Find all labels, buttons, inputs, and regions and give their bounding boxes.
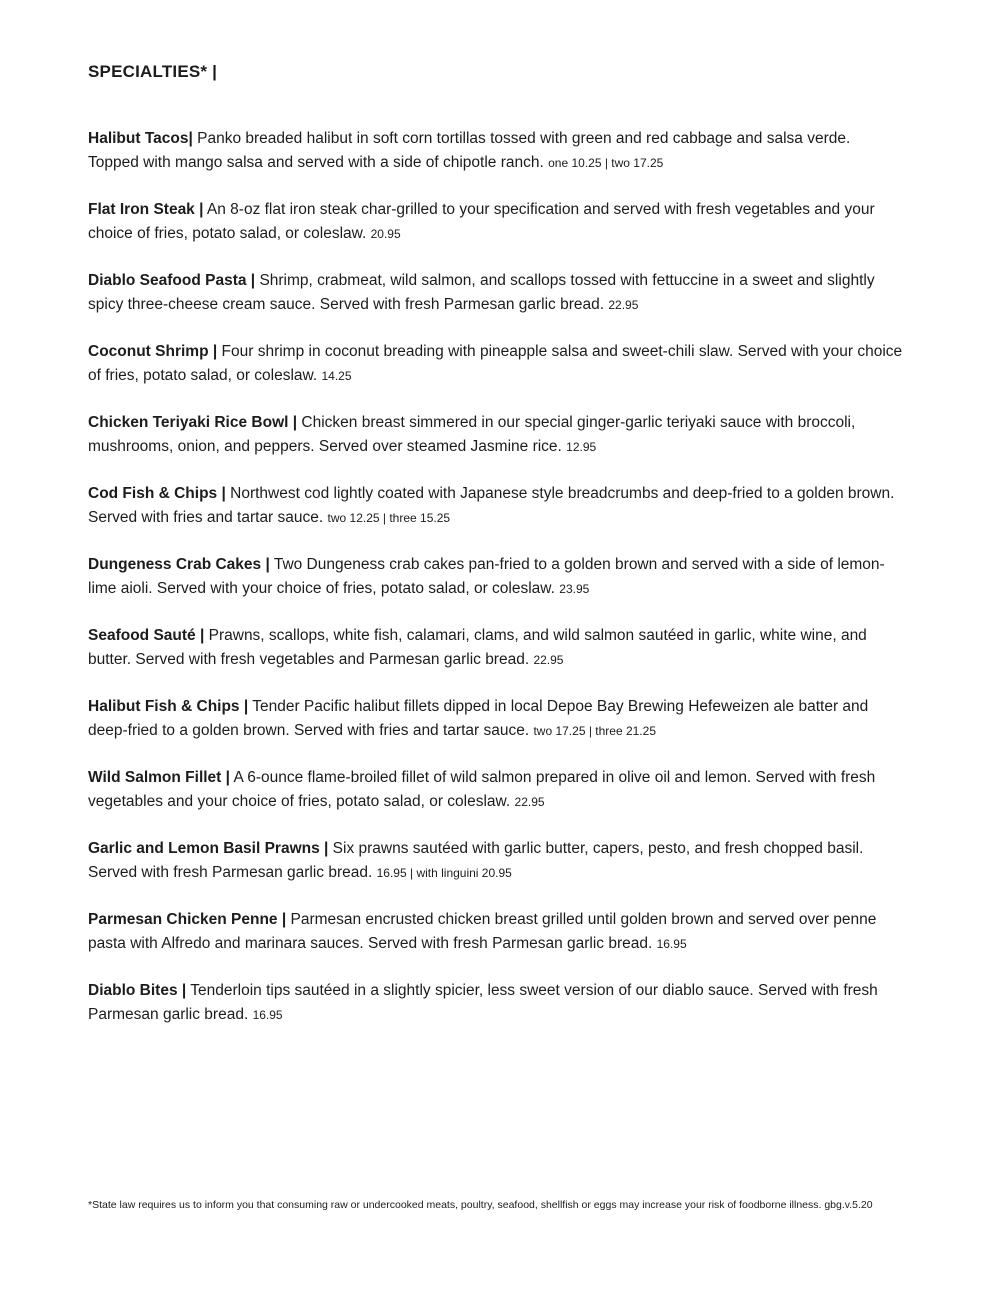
item-price: 20.95 <box>370 227 401 241</box>
item-name: Halibut Tacos| <box>88 130 193 147</box>
menu-item <box>88 908 905 956</box>
item-price: 12.95 <box>566 440 597 454</box>
menu-item <box>88 411 905 459</box>
item-price: 14.25 <box>321 369 352 383</box>
menu-item <box>88 979 905 1027</box>
footer-disclaimer: *State law requires us to inform you that consuming raw or undercooked meats, poultry, seafood, shellfish or eggs may increase your risk of foodborne illness. gbg.v.5.20 <box>88 1199 873 1211</box>
menu-item <box>88 198 905 246</box>
item-description: Six prawns sautéed with garlic butter, capers, pesto, and fresh chopped basil. Served with fresh Parmesan garlic bread. <box>88 840 864 881</box>
item-name: Garlic and Lemon Basil Prawns | <box>88 840 329 857</box>
menu-item <box>88 766 905 814</box>
item-name: Parmesan Chicken Penne | <box>88 911 287 928</box>
item-name: Halibut Fish & Chips | <box>88 698 249 715</box>
item-name: Coconut Shrimp | <box>88 343 218 360</box>
menu-item <box>88 837 905 885</box>
menu-item <box>88 269 905 317</box>
item-name: Dungeness Crab Cakes | <box>88 556 270 573</box>
item-description: Tenderloin tips sautéed in a slightly spicier, less sweet version of our diablo sauce. Served with fresh Parmesan garlic bread. <box>88 982 878 1023</box>
item-price: 22.95 <box>533 653 564 667</box>
item-price: one 10.25 | two 17.25 <box>548 156 664 170</box>
item-name: Diablo Bites | <box>88 982 187 999</box>
menu-item <box>88 553 905 601</box>
item-name: Cod Fish & Chips | <box>88 485 226 502</box>
item-price: 16.95 <box>252 1008 283 1022</box>
item-name: Wild Salmon Fillet | <box>88 769 230 786</box>
item-description: An 8-oz flat iron steak char-grilled to your specification and served with fresh vegetables and your choice of fries, potato salad, or coleslaw. <box>88 201 875 242</box>
item-name: Seafood Sauté | <box>88 627 205 644</box>
item-description: A 6-ounce flame-broiled fillet of wild salmon prepared in olive oil and lemon. Served with fresh vegetables and your choice of fries, potato salad, or coleslaw. <box>88 769 876 810</box>
menu-item <box>88 624 905 672</box>
item-description: Shrimp, crabmeat, wild salmon, and scallops tossed with fettuccine in a sweet and slightly spicy three-cheese cream sauce. Served with fresh Parmesan garlic bread. <box>88 272 875 313</box>
menu-item <box>88 127 905 175</box>
item-price: 16.95 <box>656 937 687 951</box>
item-price: 22.95 <box>608 298 639 312</box>
item-price: two 17.25 | three 21.25 <box>533 724 656 738</box>
item-description: Prawns, scallops, white fish, calamari, clams, and wild salmon sautéed in garlic, white wine, and butter. Served with fresh vegetables and Parmesan garlic bread. <box>88 627 867 668</box>
page-title: SPECIALTIES* | <box>88 62 218 81</box>
menu-item <box>88 695 905 743</box>
item-price: 22.95 <box>514 795 545 809</box>
item-price: 23.95 <box>559 582 590 596</box>
item-name: Diablo Seafood Pasta | <box>88 272 256 289</box>
item-description: Chicken breast simmered in our special ginger-garlic teriyaki sauce with broccoli, mushrooms, onion, and peppers. Served over steamed Jasmine rice. <box>88 414 856 455</box>
item-price: two 12.25 | three 15.25 <box>327 511 451 525</box>
item-description: Two Dungeness crab cakes pan-fried to a golden brown and served with a side of lemon-lime aioli. Served with your choice of fries, potato salad, or coleslaw. <box>88 556 885 597</box>
item-description: Parmesan encrusted chicken breast grilled until golden brown and served over penne pasta with Alfredo and marinara sauces. Served with fresh Parmesan garlic bread. <box>88 911 877 952</box>
item-name: Chicken Teriyaki Rice Bowl | <box>88 414 298 431</box>
item-name: Flat Iron Steak | <box>88 201 204 218</box>
menu-item <box>88 482 905 530</box>
item-description: Northwest cod lightly coated with Japanese style breadcrumbs and deep-fried to a golden brown. Served with fries and tartar sauce. <box>88 485 895 526</box>
item-description: Panko breaded halibut in soft corn tortillas tossed with green and red cabbage and salsa verde. Topped with mango salsa and served with a side of chipotle ranch. <box>88 130 851 171</box>
menu-item <box>88 340 905 388</box>
item-price: 16.95 | with linguini 20.95 <box>376 866 512 880</box>
item-description: Tender Pacific halibut fillets dipped in local Depoe Bay Brewing Hefeweizen ale batter and deep-fried to a golden brown. Served with fries and tartar sauce. <box>88 698 869 739</box>
item-description: Four shrimp in coconut breading with pineapple salsa and sweet-chili slaw. Served with your choice of fries, potato salad, or coleslaw. <box>88 343 903 384</box>
